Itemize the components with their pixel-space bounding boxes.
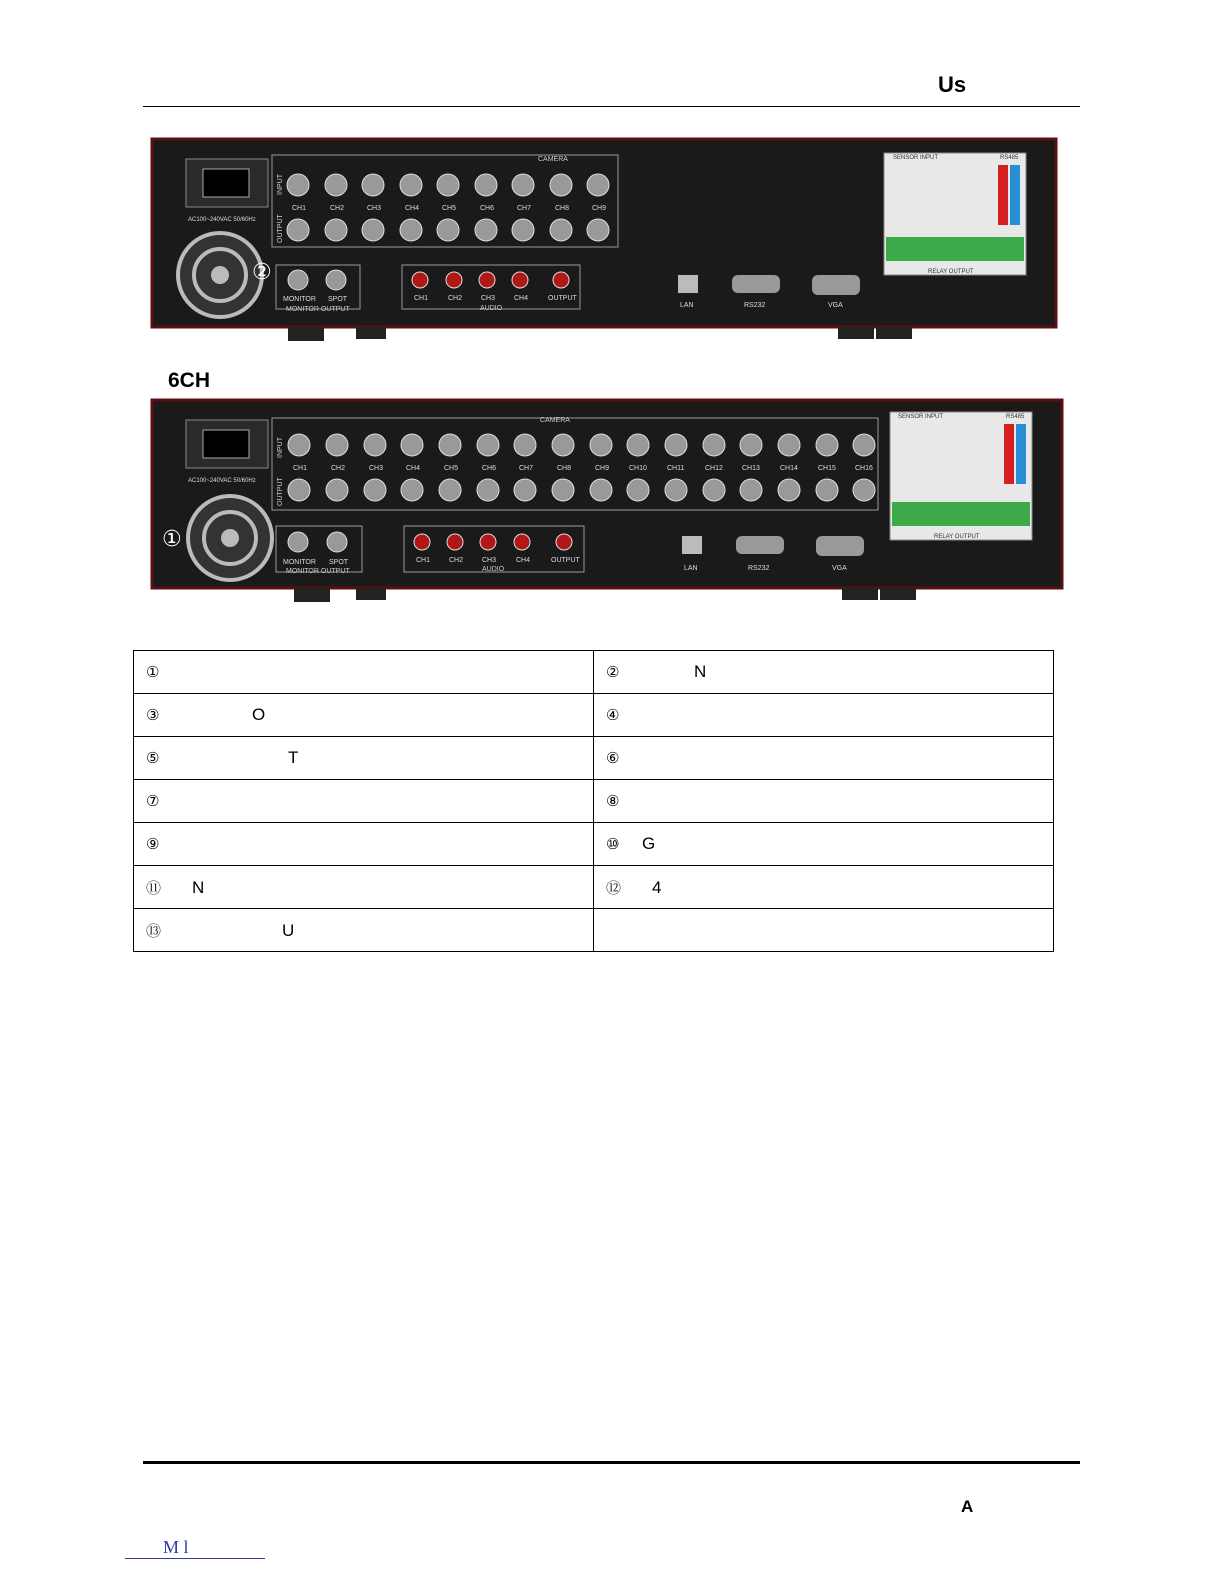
output-label: OUTPUT: [277, 214, 284, 243]
footer-rule: [143, 1461, 1080, 1464]
channel-labels-9: [292, 205, 606, 212]
power-rating-text: AC100~240VAC 50/60Hz: [188, 478, 256, 484]
header-rule: [143, 106, 1080, 107]
ch-label: CH5: [442, 205, 457, 212]
ch-label: CH9: [592, 205, 607, 212]
item-number: ⑩: [606, 835, 620, 853]
table-cell: [594, 909, 1054, 952]
ch-label: CH9: [595, 465, 610, 472]
camera-label: CAMERA: [538, 156, 568, 163]
ch-label: CH8: [557, 465, 572, 472]
rs485-label: RS485: [1006, 414, 1025, 420]
rs232-label: RS232: [748, 565, 770, 572]
ch-label: CH3: [369, 465, 384, 472]
item-text: T: [288, 748, 299, 767]
ch-label: CH7: [517, 205, 532, 212]
item-text: N: [192, 877, 205, 897]
relay-output-label: RELAY OUTPUT: [934, 534, 980, 540]
relay-output-label: RELAY OUTPUT: [928, 269, 974, 275]
power-rating-text: AC100~240VAC 50/60Hz: [188, 217, 256, 223]
ch-label: CH4: [405, 205, 420, 212]
audio-ch-label: CH3: [482, 557, 497, 564]
table-row: [134, 866, 1054, 909]
vga-label: VGA: [828, 302, 843, 309]
rs485-label: RS485: [1000, 155, 1019, 161]
ch-label: CH10: [629, 465, 647, 472]
table-cell: [594, 737, 1054, 780]
ch-label: CH1: [292, 205, 307, 212]
model-label: 6CH: [168, 369, 211, 392]
audio-label: AUDIO: [480, 305, 503, 312]
table-cell: [134, 737, 594, 780]
ch-label: CH2: [330, 205, 345, 212]
output-label: OUTPUT: [277, 477, 284, 506]
audio-ch-label: OUTPUT: [551, 557, 580, 564]
audio-ch-label: OUTPUT: [548, 295, 577, 302]
audio-ch-label: CH1: [416, 557, 431, 564]
monitor-output-label: MONITOR OUTPUT: [286, 568, 350, 575]
monitor-output-label: MONITOR OUTPUT: [286, 306, 350, 313]
item-number: ④: [606, 706, 620, 724]
table-row: [134, 651, 1054, 694]
table-cell: [594, 823, 1054, 866]
ch-label: CH4: [406, 465, 421, 472]
item-text: O: [252, 705, 266, 724]
item-number: ⑦: [146, 792, 160, 810]
audio-ch-label: CH4: [514, 295, 529, 302]
item-number: ⑥: [606, 749, 620, 767]
ch-label: CH8: [555, 205, 570, 212]
ch-label: CH11: [667, 465, 685, 472]
audio-ch-label: CH2: [449, 557, 464, 564]
spot-label: SPOT: [329, 559, 349, 566]
bnc-output-row: [287, 219, 609, 241]
ch-label: CH5: [444, 465, 459, 472]
item-number: ⑬: [146, 921, 162, 940]
vga-label: VGA: [832, 565, 847, 572]
audio-label: AUDIO: [482, 566, 505, 573]
item-text: U: [282, 920, 295, 940]
ch-label: CH1: [293, 465, 308, 472]
ch-label: CH14: [780, 465, 798, 472]
table-cell: [594, 694, 1054, 737]
item-text: 4: [652, 877, 662, 897]
table-cell: [594, 780, 1054, 823]
sensor-input-label: SENSOR INPUT: [898, 414, 944, 420]
item-number: ⑫: [606, 878, 622, 897]
footer-link[interactable]: M l: [125, 1537, 265, 1559]
table-cell: [594, 866, 1054, 909]
table-row: [134, 694, 1054, 737]
item-number: ⑤: [146, 749, 160, 767]
callout-1: ①: [162, 527, 182, 552]
ch-label: CH13: [742, 465, 760, 472]
ch-label: CH6: [480, 205, 495, 212]
spot-label: SPOT: [328, 296, 348, 303]
table-row: [134, 909, 1054, 952]
callout-2: ②: [252, 260, 272, 285]
table-cell: [134, 909, 594, 952]
ch-label: CH3: [367, 205, 382, 212]
monitor-label: MONITOR: [283, 559, 316, 566]
table-cell: [594, 651, 1054, 694]
item-number: ③: [146, 706, 160, 724]
audio-ch-label: CH1: [414, 295, 429, 302]
table-cell: [134, 651, 594, 694]
audio-ch-label: CH2: [448, 295, 463, 302]
item-number: ⑧: [606, 792, 620, 810]
bnc-input-row: [287, 174, 609, 196]
rear-panel-16ch-image: [148, 388, 1064, 608]
page-header-title: Us: [938, 72, 967, 97]
ch-label: CH16: [855, 465, 873, 472]
rear-panel-9ch-image: [148, 125, 1058, 345]
table-row: [134, 780, 1054, 823]
item-number: ②: [606, 663, 620, 681]
ch-label: CH15: [818, 465, 836, 472]
audio-ch-label: CH3: [481, 295, 496, 302]
table-cell: [134, 823, 594, 866]
rs232-label: RS232: [744, 302, 766, 309]
ch-label: CH2: [331, 465, 346, 472]
item-text: N: [694, 662, 707, 681]
ch-label: CH7: [519, 465, 534, 472]
table-cell: [134, 780, 594, 823]
table-row: [134, 823, 1054, 866]
item-number: ⑪: [146, 878, 162, 897]
item-number: ⑨: [146, 835, 160, 853]
lan-label: LAN: [684, 565, 698, 572]
ch-label: CH6: [482, 465, 497, 472]
item-number: ①: [146, 663, 160, 681]
ch-label: CH12: [705, 465, 723, 472]
input-label: INPUT: [277, 437, 284, 458]
lan-label: LAN: [680, 302, 694, 309]
item-text: G: [642, 834, 656, 853]
table-row: [134, 737, 1054, 780]
audio-ch-label: CH4: [516, 557, 531, 564]
table-cell: [134, 694, 594, 737]
camera-label: CAMERA: [540, 417, 570, 424]
footer-letter: A: [961, 1497, 974, 1516]
input-label: INPUT: [277, 174, 284, 195]
table-cell: [134, 866, 594, 909]
legend-table: [133, 650, 1054, 952]
monitor-label: MONITOR: [283, 296, 316, 303]
sensor-input-label: SENSOR INPUT: [893, 155, 939, 161]
